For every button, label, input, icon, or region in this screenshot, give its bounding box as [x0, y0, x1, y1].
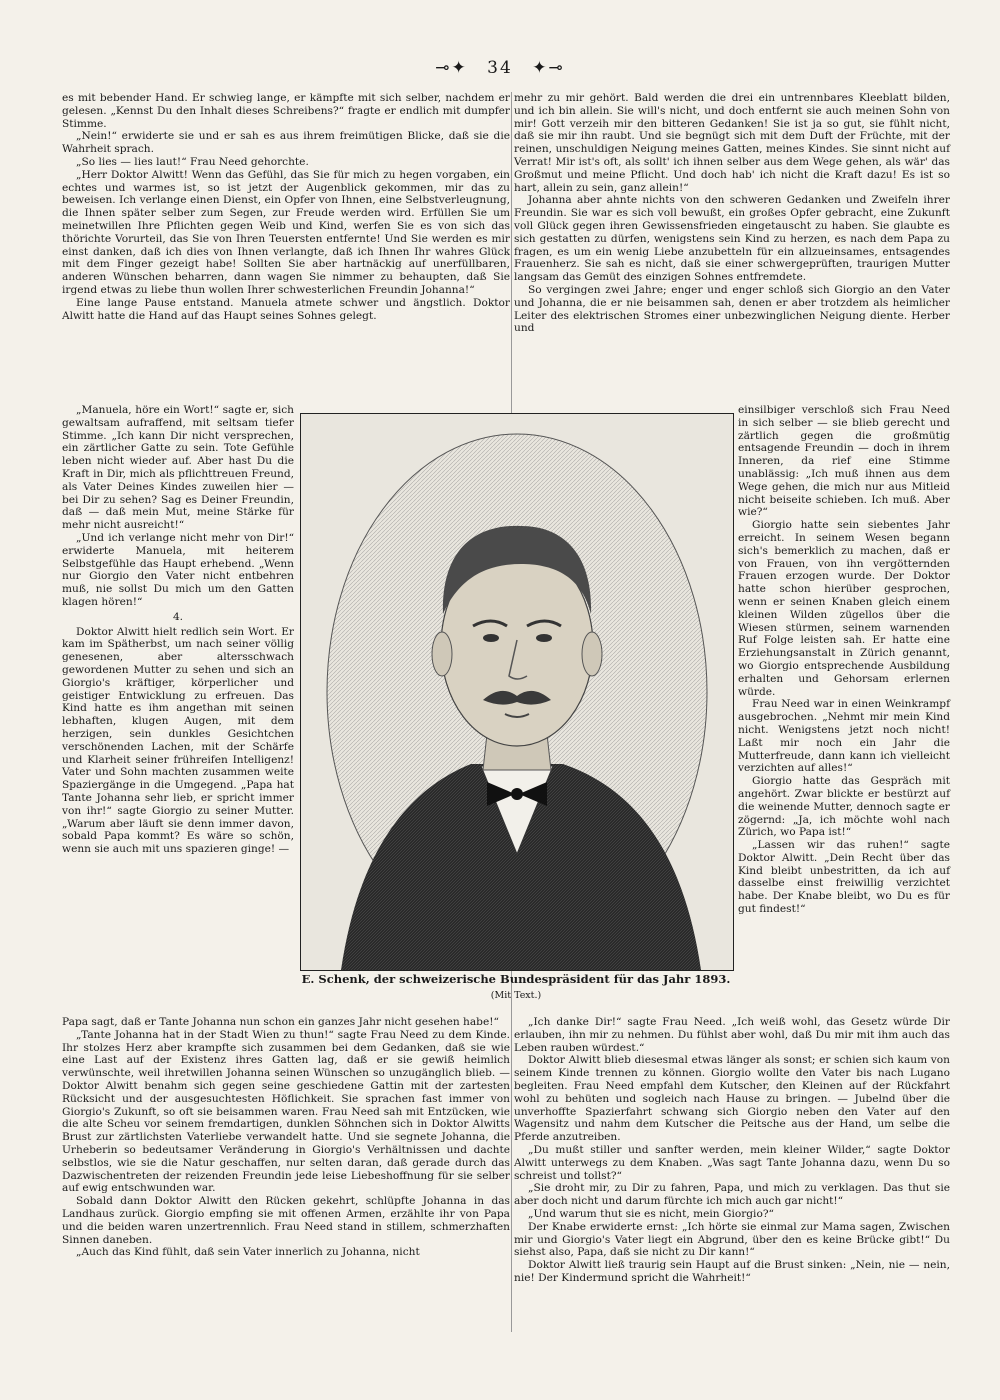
- portrait-illustration: [301, 414, 733, 970]
- paragraph: es mit bebender Hand. Er schwieg lange, er kämpfte mit sich selber, nachdem er gelesen. „Kennst Du den Inhalt dieses Schreibens?“ fragte er endlich mit dumpfer Stimme.: [62, 92, 510, 130]
- paragraph: „Sie droht mir, zu Dir zu fahren, Papa, und mich zu verklagen. Das thut sie aber doch nicht und darum fürchte ich mich auch gar nicht!“: [514, 1182, 950, 1208]
- right-column-top: [514, 92, 950, 335]
- figure-subcaption: (Mit Text.): [490, 990, 542, 1001]
- paragraph: „So lies — lies laut!“ Frau Need gehorchte.: [76, 155, 309, 168]
- paragraph: Eine lange Pause entstand. Manuela atmete schwer und ängstlich. Doktor Alwitt hatte die Hand auf das Haupt seines Sohnes gelegt.: [62, 296, 510, 322]
- paragraph: Doktor Alwitt ließ traurig sein Haupt auf die Brust sinken: „Nein, nie — nein, nie! Der Kindermund spricht die Wahrheit!“: [514, 1259, 950, 1284]
- paragraph: „Tante Johanna hat in der Stadt Wien zu thun!“ sagte Frau Need zu dem Kinde. Ihr stolzes Herz aber krampfte sich zusammen bei dem Gedanken, daß sie wie eine Last auf der Existenz ihres Gatten lag, daß er sie gewiß heimlich verwünschte, weil ihretwillen Johanna seinen Wünschen so unzugänglich blieb. — Doktor Alwitt benahm sich gegen seine geschiedene Gattin mit der zartesten Rücksicht und der ausgesuchtesten Höflichkeit. Sie sprachen fast immer von Giorgio's Zukunft, so oft sie beisammen waren. Frau Need sah mit Entzücken, wie die alte Scheu vor seinem fremdartigen, dunklen Söhnchen sich in Doktor Alwitts Brust zur zärtlichsten Vaterliebe verwandelt hatte. Und sie segnete Johanna, die Urheberin so bedeutsamer Veränderung in Giorgio's Verhältnissen und dachte selbstlos, wie sie die Natur geschaffen, nur selten daran, daß gerade durch das Dazwischentreten der reizenden Freundin jede leise Liebeshoffnung für sie selber auf ewig entschwunden war.: [62, 1028, 510, 1195]
- paragraph: „Herr Doktor Alwitt! Wenn das Gefühl, das Sie für mich zu hegen vorgaben, ein echtes und warmes ist, so ist jetzt der Augenblick gekommen, mir das zu beweisen. Ich verlange einen Dienst, ein Opfer von Ihnen, eine Selbstverleugnung, die Ihnen später selber zum Segen, zur Freude werden wird. Erfüllen Sie um meinetwillen Ihre Pflichten gegen Weib und Kind, werfen Sie es von sich das thörichte Vorurteil, das Sie von Ihren Teuersten entfernte! Und Sie werden es mir einst danken, daß ich dies von Ihnen verlangte, daß ich Ihnen Ihr wahres Glück mit dem Finger gezeigt habe! Sollten Sie aber hartnäckig auf unerfüllbaren, anderen Wünschen beharren, dann wagen Sie nimmer zu behaupten, daß Sie irgend etwas zu liebe thun wollen Ihrer schwesterlichen Freundin Johanna!“: [62, 168, 510, 296]
- paragraph: „Und ich verlange nicht mehr von Dir!“ erwiderte Manuela, mit heiterem Selbstgefühle das Haupt erhebend. „Wenn nur Giorgio den Vater nicht entbehren muß, nie sollst Du mich um den Gatten klagen hören!“: [62, 531, 294, 608]
- ornament-left: ⊸✦: [435, 58, 468, 78]
- ornament-right: ✦⊸: [532, 58, 565, 78]
- paragraph: Papa sagt, daß er Tante Johanna nun schon ein ganzes Jahr nicht gesehen habe!“: [62, 1016, 499, 1028]
- section-number: 4.: [172, 610, 184, 623]
- page-number: 34: [487, 58, 513, 78]
- left-column-wrap: [62, 404, 294, 856]
- paragraph: Frau Need war in einen Weinkrampf ausgebrochen. „Nehmt mir mein Kind nicht. Wenigstens jetzt noch nicht! Laßt mir noch ein Jahr die Mutterfreude, dann kann ich vielleicht verzichten auf alles!“: [738, 698, 950, 775]
- figure-caption: E. Schenk, der schweizerische Bundespräsident für das Jahr 1893.: [301, 972, 731, 986]
- paragraph: mehr zu mir gehört. Bald werden die drei ein untrennbares Kleeblatt bilden, und ich bin allein. Sie will's nicht, und doch entfernt sie auch meinen Sohn von mir! Gott verzeih mir den bitteren Gedanken! Sie ist ja so gut, sie fühlt nicht, daß sie mir ihn raubt. Und sie begnügt sich mit dem Duft der Früchte, mit der reinen, unschuldigen Neigung meines Gatten, meines Kindes. Sie sinnt nicht auf Verrat! Mir ist's oft, als sollt' ich ihnen selber aus dem Wege gehen, als wär' das Großmut und meine Pflicht. Und doch hab' ich nicht die Kraft dazu! Es ist so hart, allein zu sein, ganz allein!“: [514, 92, 950, 194]
- paragraph: „Nein!“ erwiderte sie und er sah es aus ihrem freimütigen Blicke, daß sie die Wahrheit sprach.: [62, 130, 510, 156]
- paragraph: „Du mußt stiller und sanfter werden, mein kleiner Wilder,“ sagte Doktor Alwitt unterwegs zu dem Knaben. „Was sagt Tante Johanna dazu, wenn Du so schreist und tollst?“: [514, 1143, 950, 1182]
- paragraph: „Ich danke Dir!“ sagte Frau Need. „Ich weiß wohl, das Gesetz würde Dir erlauben, ihn mir zu nehmen. Du fühlst aber wohl, daß Du mir mit ihm auch das Leben rauben würdest.“: [514, 1016, 950, 1054]
- right-column-wrap: [738, 404, 950, 916]
- paragraph: „Auch das Kind fühlt, daß sein Vater innerlich zu Johanna, nicht: [76, 1246, 420, 1259]
- paragraph: einsilbiger verschloß sich Frau Need in sich selber — sie blieb gerecht und zärtlich gegen die großmütig entsagende Freundin — doch in ihrem Inneren, da rief eine Stimme unablässig: „Ich muß ihnen aus dem Wege gehen, die mich nur aus Mitleid nicht beiseite schieben. Ich muß. Aber wie?“: [738, 404, 950, 519]
- paragraph: Sobald dann Doktor Alwitt den Rücken gekehrt, schlüpfte Johanna in das Landhaus zurück. Giorgio empfing sie mit offenen Armen, erzählte ihr von Papa und die beiden waren unzertrennlich. Frau Need stand in stillem, schmerzhaften Sinnen daneben.: [62, 1195, 510, 1246]
- paragraph: „Manuela, höre ein Wort!“ sagte er, sich gewaltsam aufraffend, mit seltsam tiefer Stimme. „Ich kann Dir nicht versprechen, ein zärtlicher Gatte zu sein. Tote Gefühle leben nicht wieder auf. Aber hast Du die Kraft in Dir, mich als pflichttreuen Freund, als Vater Deines Kindes zuweilen hier — bei Dir zu sehen? Sag es Deiner Freundin, daß — daß mein Mut, meine Stärke für mehr nicht ausreicht!“: [62, 404, 294, 532]
- paragraph: Giorgio hatte sein siebentes Jahr erreicht. In seinem Wesen begann sich's bemerklich zu machen, daß er von Frauen, von ihn vergötternden Frauen erzogen wurde. Der Doktor hatte schon hierüber gesprochen, wenn er seinen Knaben gleich einem kleinen Wilden zügellos über die Wiesen stürmen, seinem warnenden Ruf Folge leisten sah. Er hatte eine Erziehungsanstalt in Zürich genannt, wo Giorgio entsprechende Ausbildung erhalten und Gehorsam erlernen würde.: [738, 519, 950, 698]
- left-column-bottom: [62, 1016, 510, 1259]
- paragraph: Giorgio hatte das Gespräch mit angehört. Zwar blickte er bestürzt auf die weinende Mutter, dennoch sagte er zögernd: „Ja, ich möchte wohl nach Zürich, wo Papa ist!“: [738, 775, 950, 839]
- left-column-top: [62, 92, 510, 322]
- paragraph: „Und warum thut sie es nicht, mein Giorgio?“: [528, 1207, 774, 1220]
- paragraph: So vergingen zwei Jahre; enger und enger schloß sich Giorgio an den Vater und Johanna, die er nie beisammen sah, denen er aber trotzdem als heimlicher Leiter des elektrischen Stromes einer unbezwinglichen Neigung diente. Herber und: [514, 283, 950, 335]
- paragraph: Der Knabe erwiderte ernst: „Ich hörte sie einmal zur Mama sagen, Zwischen mir und Giorgio's Vater liegt ein Abgrund, über den es keine Brücke gibt!“ Du siehst also, Papa, daß sie nicht zu Dir kann!“: [514, 1220, 950, 1259]
- paragraph: Doktor Alwitt hielt redlich sein Wort. Er kam im Spätherbst, um nach seiner völlig genesenen, aber altersschwach gewordenen Mutter zu sehen und sich an Giorgio's kräftiger, körperlicher und geistiger Entwicklung zu erfreuen. Das Kind hatte es ihm angethan mit seinen lebhaften, klugen Augen, mit dem herzigen, sein dunkles Gesichtchen verschönenden Lachen, mit der Schärfe und Klarheit seiner frühreifen Intelligenz! Vater und Sohn machten zusammen weite Spaziergänge in die Umgegend. „Papa hat Tante Johanna sehr lieb, er spricht immer von ihr!“ sagte Giorgio zu seiner Mutter. „Warum aber läuft sie denn immer davon, sobald Papa kommt? Es wäre so schön, wenn sie auch mit uns spazieren ginge! —: [62, 625, 294, 856]
- right-column-bottom: [514, 1016, 950, 1285]
- page-header: [0, 58, 1000, 78]
- paragraph: „Lassen wir das ruhen!“ sagte Doktor Alwitt. „Dein Recht über das Kind bleibt unbestritten, da ich auf dasselbe einst freiwillig verzichtet habe. Der Knabe bleibt, wo Du es für gut findest!“: [738, 839, 950, 916]
- paragraph: Doktor Alwitt blieb diesesmal etwas länger als sonst; er schien sich kaum von seinem Kinde trennen zu können. Giorgio wollte den Vater bis nach Lugano begleiten. Frau Need empfahl dem Kutscher, den Kleinen auf der Rückfahrt wohl zu behüten und sogleich nach Hause zu bringen. — Jubelnd über die unverhoffte Spazierfahrt schwang sich Giorgio neben den Vater auf den Wagensitz und nahm dem Kutscher die Peitsche aus der Hand, um selbe die Pferde anzutreiben.: [514, 1054, 950, 1144]
- paragraph: Johanna aber ahnte nichts von den schweren Gedanken und Zweifeln ihrer Freundin. Sie war es sich voll bewußt, ein großes Opfer gebracht, eine Zukunft voll Glück gegen ihren Gewissensfrieden eingetauscht zu haben. Sie glaubte es sich gestatten zu dürfen, wenigstens sein Kind zu herzen, es nach dem Papa zu fragen, es um ein wenig Liebe anzubetteln für ein allzueinsames, entsagendes Frauenherz. Sie sah es nicht, daß sie einer schwergeprüften, traurigen Mutter langsam das Gemüt des einzigen Sohnes entfremdete.: [514, 194, 950, 284]
- portrait-engraving: [300, 413, 734, 971]
